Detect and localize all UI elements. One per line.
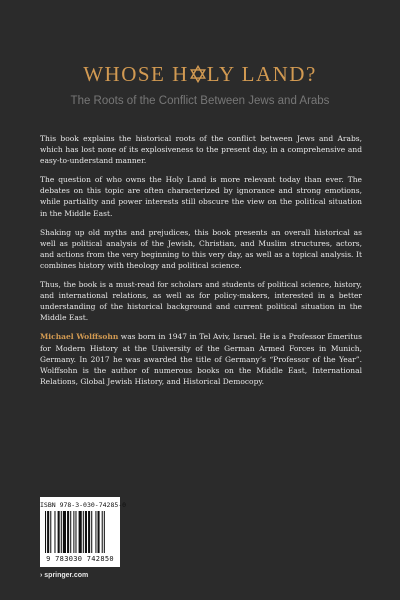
barcode-digits: 9 783030 742850 <box>46 555 114 563</box>
book-title <box>0 62 400 87</box>
blurb-paragraph: Shaking up old myths and prejudices, this book presents an overall historical as well as political analysis of the Jewish, Christian, and Muslim structures, actors, and actions from the very beginning to this very day, as well as a topical analysis. It combines history with theology and political science. <box>40 227 362 270</box>
blurb <box>40 133 362 395</box>
isbn-barcode <box>40 497 127 567</box>
blurb-paragraph: Thus, the book is a must-read for scholars and students of political science, history, and international relations, as well as for policy-makers, interested in a better understanding of the historical background and current political situation in the Middle East. <box>40 280 362 323</box>
blurb-paragraph: This book explains the historical roots of the conflict between Jews and Arabs, which has lost none of its explosiveness to the present day, in a comprehensive and easy-to-understand manner. <box>40 134 362 166</box>
book-subtitle: The Roots of the Conflict Between Jews and Arabs <box>70 95 330 107</box>
blurb-paragraph: The question of who owns the Holy Land is more relevant today than ever. The debates on this topic are often characterized by ignorance and strong emotions, while partiality and power interests still obscure the view on the political situation in the Middle East. <box>40 175 362 218</box>
author-name: Michael Wolffsohn <box>40 332 119 342</box>
title-left-text: WHOSE H <box>83 62 189 86</box>
title-right-text: LY LAND? <box>206 62 317 86</box>
barcode-icon <box>45 511 115 553</box>
author-bio: was born in 1947 in Tel Aviv, Israel. He is a Professor Emeritus for Modern History at the University of the German Armed Forces in Munich, Germany. In 2017 he was awarded the title of Germany’s “Professor of the Year”. Wolffsohn is the author of numerous books on the Middle East, International Relations, Global Jewish History, and Historical Democopy. <box>40 332 362 386</box>
star-of-david-icon <box>189 65 207 83</box>
isbn-number: ISBN 978-3-030-74285-0 <box>40 501 127 509</box>
author-paragraph <box>40 331 362 386</box>
publisher-link[interactable]: › springer.com <box>40 572 89 579</box>
